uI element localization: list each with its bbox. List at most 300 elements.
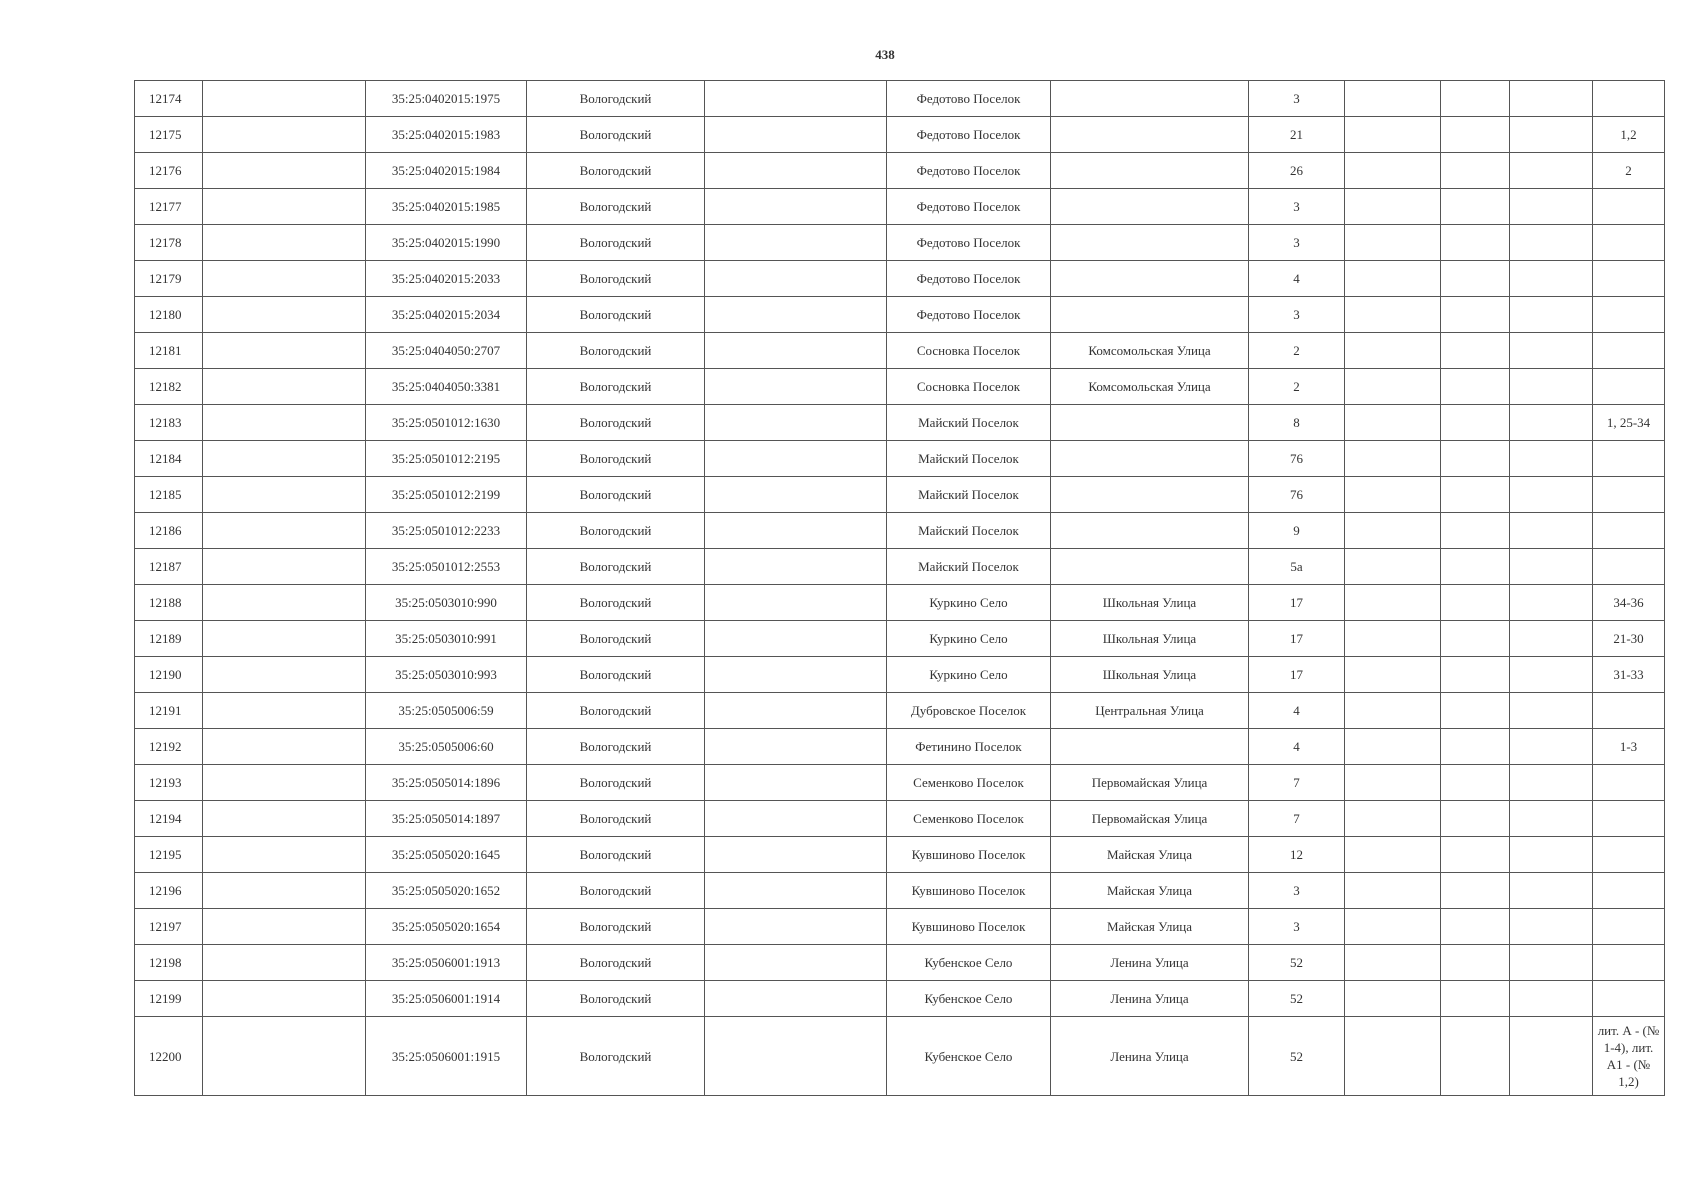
- cadastral-number-cell: 35:25:0402015:1985: [366, 189, 527, 225]
- blank-cell-3: [1345, 693, 1441, 729]
- blank-cell-4: [1441, 441, 1510, 477]
- settlement-cell: Федотово Поселок: [887, 81, 1051, 117]
- blank-cell-5: [1510, 225, 1593, 261]
- settlement-cell: Сосновка Поселок: [887, 333, 1051, 369]
- blank-cell-5: [1510, 441, 1593, 477]
- house-number-cell: 3: [1249, 225, 1345, 261]
- blank-cell-2: [705, 225, 887, 261]
- blank-cell-3: [1345, 405, 1441, 441]
- apartments-cell: [1593, 549, 1665, 585]
- street-cell: Комсомольская Улица: [1051, 333, 1249, 369]
- street-cell: [1051, 225, 1249, 261]
- blank-cell-2: [705, 1017, 887, 1096]
- blank-cell-4: [1441, 189, 1510, 225]
- blank-cell-3: [1345, 513, 1441, 549]
- blank-cell-4: [1441, 333, 1510, 369]
- table-row: [135, 585, 1665, 621]
- cadastral-number-cell: 35:25:0505014:1896: [366, 765, 527, 801]
- blank-cell-5: [1510, 153, 1593, 189]
- blank-cell-5: [1510, 981, 1593, 1017]
- settlement-cell: Майский Поселок: [887, 513, 1051, 549]
- apartments-cell: [1593, 441, 1665, 477]
- house-number-cell: 2: [1249, 369, 1345, 405]
- blank-cell-2: [705, 801, 887, 837]
- house-number-cell: 52: [1249, 945, 1345, 981]
- blank-cell-3: [1345, 945, 1441, 981]
- district-cell: Вологодский: [527, 189, 705, 225]
- row-number-cell: 12199: [135, 981, 203, 1017]
- row-number-cell: 12197: [135, 909, 203, 945]
- house-number-cell: 4: [1249, 261, 1345, 297]
- district-cell: Вологодский: [527, 225, 705, 261]
- house-number-cell: 3: [1249, 189, 1345, 225]
- cadastral-number-cell: 35:25:0505014:1897: [366, 801, 527, 837]
- blank-cell-5: [1510, 585, 1593, 621]
- blank-cell-1: [203, 81, 366, 117]
- district-cell: Вологодский: [527, 801, 705, 837]
- blank-cell-1: [203, 837, 366, 873]
- settlement-cell: Сосновка Поселок: [887, 369, 1051, 405]
- blank-cell-5: [1510, 693, 1593, 729]
- table-row: [135, 81, 1665, 117]
- blank-cell-5: [1510, 405, 1593, 441]
- blank-cell-2: [705, 837, 887, 873]
- table-row: [135, 621, 1665, 657]
- blank-cell-2: [705, 981, 887, 1017]
- blank-cell-2: [705, 585, 887, 621]
- street-cell: Центральная Улица: [1051, 693, 1249, 729]
- settlement-cell: Кувшиново Поселок: [887, 909, 1051, 945]
- blank-cell-1: [203, 333, 366, 369]
- blank-cell-2: [705, 261, 887, 297]
- cadastral-number-cell: 35:25:0505020:1652: [366, 873, 527, 909]
- apartments-cell: [1593, 945, 1665, 981]
- blank-cell-5: [1510, 621, 1593, 657]
- blank-cell-3: [1345, 225, 1441, 261]
- row-number-cell: 12182: [135, 369, 203, 405]
- row-number-cell: 12191: [135, 693, 203, 729]
- blank-cell-5: [1510, 333, 1593, 369]
- settlement-cell: Семенково Поселок: [887, 765, 1051, 801]
- blank-cell-5: [1510, 297, 1593, 333]
- house-number-cell: 17: [1249, 657, 1345, 693]
- settlement-cell: Федотово Поселок: [887, 189, 1051, 225]
- settlement-cell: Семенково Поселок: [887, 801, 1051, 837]
- table-row: [135, 549, 1665, 585]
- table-row: [135, 153, 1665, 189]
- row-number-cell: 12178: [135, 225, 203, 261]
- cadastral-number-cell: 35:25:0404050:3381: [366, 369, 527, 405]
- house-number-cell: 2: [1249, 333, 1345, 369]
- blank-cell-3: [1345, 441, 1441, 477]
- house-number-cell: 3: [1249, 81, 1345, 117]
- blank-cell-5: [1510, 117, 1593, 153]
- street-cell: Майская Улица: [1051, 909, 1249, 945]
- blank-cell-3: [1345, 657, 1441, 693]
- apartments-cell: [1593, 693, 1665, 729]
- district-cell: Вологодский: [527, 333, 705, 369]
- district-cell: Вологодский: [527, 981, 705, 1017]
- cadastral-number-cell: 35:25:0503010:990: [366, 585, 527, 621]
- settlement-cell: Куркино Село: [887, 621, 1051, 657]
- cadastral-number-cell: 35:25:0402015:1983: [366, 117, 527, 153]
- blank-cell-1: [203, 765, 366, 801]
- settlement-cell: Фетинино Поселок: [887, 729, 1051, 765]
- blank-cell-1: [203, 801, 366, 837]
- row-number-cell: 12180: [135, 297, 203, 333]
- blank-cell-3: [1345, 297, 1441, 333]
- house-number-cell: 7: [1249, 765, 1345, 801]
- district-cell: Вологодский: [527, 405, 705, 441]
- blank-cell-4: [1441, 549, 1510, 585]
- cadastral-number-cell: 35:25:0503010:991: [366, 621, 527, 657]
- blank-cell-2: [705, 189, 887, 225]
- blank-cell-5: [1510, 729, 1593, 765]
- blank-cell-2: [705, 477, 887, 513]
- apartments-cell: 2: [1593, 153, 1665, 189]
- apartments-cell: [1593, 873, 1665, 909]
- table-row: [135, 477, 1665, 513]
- blank-cell-2: [705, 297, 887, 333]
- house-number-cell: 7: [1249, 801, 1345, 837]
- house-number-cell: 4: [1249, 693, 1345, 729]
- blank-cell-2: [705, 369, 887, 405]
- apartments-cell: [1593, 225, 1665, 261]
- blank-cell-4: [1441, 477, 1510, 513]
- blank-cell-4: [1441, 657, 1510, 693]
- house-number-cell: 3: [1249, 909, 1345, 945]
- house-number-cell: 17: [1249, 585, 1345, 621]
- row-number-cell: 12185: [135, 477, 203, 513]
- settlement-cell: Майский Поселок: [887, 441, 1051, 477]
- settlement-cell: Кувшиново Поселок: [887, 837, 1051, 873]
- blank-cell-1: [203, 621, 366, 657]
- apartments-cell: [1593, 837, 1665, 873]
- cadastral-number-cell: 35:25:0505020:1654: [366, 909, 527, 945]
- table-body: [135, 81, 1665, 1096]
- blank-cell-3: [1345, 837, 1441, 873]
- blank-cell-2: [705, 405, 887, 441]
- street-cell: [1051, 297, 1249, 333]
- blank-cell-5: [1510, 189, 1593, 225]
- row-number-cell: 12192: [135, 729, 203, 765]
- blank-cell-5: [1510, 549, 1593, 585]
- blank-cell-3: [1345, 981, 1441, 1017]
- cadastral-number-cell: 35:25:0501012:2195: [366, 441, 527, 477]
- apartments-cell: [1593, 981, 1665, 1017]
- settlement-cell: Майский Поселок: [887, 405, 1051, 441]
- table-row: [135, 657, 1665, 693]
- street-cell: Первомайская Улица: [1051, 765, 1249, 801]
- apartments-cell: [1593, 369, 1665, 405]
- blank-cell-4: [1441, 405, 1510, 441]
- row-number-cell: 12181: [135, 333, 203, 369]
- blank-cell-1: [203, 909, 366, 945]
- blank-cell-3: [1345, 909, 1441, 945]
- district-cell: Вологодский: [527, 945, 705, 981]
- blank-cell-1: [203, 873, 366, 909]
- apartments-cell: 1-3: [1593, 729, 1665, 765]
- blank-cell-4: [1441, 117, 1510, 153]
- district-cell: Вологодский: [527, 153, 705, 189]
- settlement-cell: Федотово Поселок: [887, 117, 1051, 153]
- apartments-cell: [1593, 765, 1665, 801]
- table-row: [135, 801, 1665, 837]
- settlement-cell: Федотово Поселок: [887, 261, 1051, 297]
- blank-cell-4: [1441, 369, 1510, 405]
- district-cell: Вологодский: [527, 837, 705, 873]
- row-number-cell: 12193: [135, 765, 203, 801]
- row-number-cell: 12187: [135, 549, 203, 585]
- district-cell: Вологодский: [527, 909, 705, 945]
- blank-cell-1: [203, 981, 366, 1017]
- blank-cell-2: [705, 513, 887, 549]
- blank-cell-4: [1441, 261, 1510, 297]
- blank-cell-1: [203, 513, 366, 549]
- cadastral-number-cell: 35:25:0506001:1915: [366, 1017, 527, 1096]
- blank-cell-1: [203, 225, 366, 261]
- house-number-cell: 9: [1249, 513, 1345, 549]
- blank-cell-3: [1345, 621, 1441, 657]
- blank-cell-5: [1510, 837, 1593, 873]
- table-row: [135, 693, 1665, 729]
- house-number-cell: 21: [1249, 117, 1345, 153]
- blank-cell-5: [1510, 1017, 1593, 1096]
- house-number-cell: 12: [1249, 837, 1345, 873]
- house-number-cell: 26: [1249, 153, 1345, 189]
- table-row: [135, 945, 1665, 981]
- table-row: [135, 225, 1665, 261]
- cadastral-number-cell: 35:25:0402015:2033: [366, 261, 527, 297]
- table-row: [135, 261, 1665, 297]
- row-number-cell: 12196: [135, 873, 203, 909]
- district-cell: Вологодский: [527, 549, 705, 585]
- row-number-cell: 12179: [135, 261, 203, 297]
- blank-cell-1: [203, 657, 366, 693]
- district-cell: Вологодский: [527, 693, 705, 729]
- house-number-cell: 76: [1249, 441, 1345, 477]
- apartments-cell: [1593, 909, 1665, 945]
- house-number-cell: 3: [1249, 297, 1345, 333]
- blank-cell-1: [203, 261, 366, 297]
- street-cell: [1051, 117, 1249, 153]
- street-cell: [1051, 441, 1249, 477]
- district-cell: Вологодский: [527, 621, 705, 657]
- settlement-cell: Федотово Поселок: [887, 225, 1051, 261]
- table-row: [135, 189, 1665, 225]
- apartments-cell: [1593, 801, 1665, 837]
- blank-cell-4: [1441, 585, 1510, 621]
- blank-cell-3: [1345, 1017, 1441, 1096]
- blank-cell-2: [705, 945, 887, 981]
- cadastral-number-cell: 35:25:0505020:1645: [366, 837, 527, 873]
- street-cell: Школьная Улица: [1051, 585, 1249, 621]
- district-cell: Вологодский: [527, 1017, 705, 1096]
- table-row: [135, 513, 1665, 549]
- blank-cell-2: [705, 765, 887, 801]
- blank-cell-4: [1441, 693, 1510, 729]
- district-cell: Вологодский: [527, 585, 705, 621]
- district-cell: Вологодский: [527, 117, 705, 153]
- cadastral-number-cell: 35:25:0402015:1990: [366, 225, 527, 261]
- row-number-cell: 12176: [135, 153, 203, 189]
- settlement-cell: Майский Поселок: [887, 549, 1051, 585]
- blank-cell-2: [705, 873, 887, 909]
- blank-cell-5: [1510, 765, 1593, 801]
- blank-cell-4: [1441, 801, 1510, 837]
- blank-cell-1: [203, 369, 366, 405]
- blank-cell-1: [203, 477, 366, 513]
- district-cell: Вологодский: [527, 657, 705, 693]
- table-row: [135, 1017, 1665, 1096]
- blank-cell-2: [705, 909, 887, 945]
- district-cell: Вологодский: [527, 729, 705, 765]
- house-number-cell: 5а: [1249, 549, 1345, 585]
- street-cell: Школьная Улица: [1051, 621, 1249, 657]
- district-cell: Вологодский: [527, 261, 705, 297]
- blank-cell-5: [1510, 873, 1593, 909]
- blank-cell-4: [1441, 765, 1510, 801]
- blank-cell-3: [1345, 801, 1441, 837]
- apartments-cell: 21-30: [1593, 621, 1665, 657]
- blank-cell-1: [203, 441, 366, 477]
- blank-cell-5: [1510, 945, 1593, 981]
- street-cell: Школьная Улица: [1051, 657, 1249, 693]
- blank-cell-3: [1345, 81, 1441, 117]
- table-row: [135, 117, 1665, 153]
- settlement-cell: Кубенское Село: [887, 981, 1051, 1017]
- street-cell: Ленина Улица: [1051, 981, 1249, 1017]
- settlement-cell: Дубровское Поселок: [887, 693, 1051, 729]
- blank-cell-3: [1345, 117, 1441, 153]
- blank-cell-3: [1345, 333, 1441, 369]
- cadastral-number-cell: 35:25:0501012:2199: [366, 477, 527, 513]
- blank-cell-5: [1510, 513, 1593, 549]
- blank-cell-1: [203, 297, 366, 333]
- row-number-cell: 12195: [135, 837, 203, 873]
- blank-cell-3: [1345, 189, 1441, 225]
- blank-cell-2: [705, 333, 887, 369]
- table-row: [135, 837, 1665, 873]
- apartments-cell: 31-33: [1593, 657, 1665, 693]
- cadastral-number-cell: 35:25:0506001:1914: [366, 981, 527, 1017]
- blank-cell-1: [203, 729, 366, 765]
- row-number-cell: 12177: [135, 189, 203, 225]
- row-number-cell: 12188: [135, 585, 203, 621]
- table-row: [135, 333, 1665, 369]
- registry-table: [134, 80, 1665, 1096]
- street-cell: [1051, 477, 1249, 513]
- blank-cell-5: [1510, 801, 1593, 837]
- table-row: [135, 369, 1665, 405]
- blank-cell-3: [1345, 873, 1441, 909]
- house-number-cell: 52: [1249, 981, 1345, 1017]
- blank-cell-3: [1345, 729, 1441, 765]
- apartments-cell: [1593, 261, 1665, 297]
- settlement-cell: Куркино Село: [887, 585, 1051, 621]
- blank-cell-5: [1510, 657, 1593, 693]
- row-number-cell: 12175: [135, 117, 203, 153]
- blank-cell-3: [1345, 585, 1441, 621]
- table-row: [135, 765, 1665, 801]
- apartments-cell: [1593, 513, 1665, 549]
- apartments-cell: [1593, 297, 1665, 333]
- blank-cell-5: [1510, 477, 1593, 513]
- cadastral-number-cell: 35:25:0402015:1984: [366, 153, 527, 189]
- blank-cell-1: [203, 693, 366, 729]
- cadastral-number-cell: 35:25:0402015:1975: [366, 81, 527, 117]
- district-cell: Вологодский: [527, 765, 705, 801]
- blank-cell-4: [1441, 729, 1510, 765]
- apartments-cell: 1,2: [1593, 117, 1665, 153]
- apartments-cell: 1, 25-34: [1593, 405, 1665, 441]
- house-number-cell: 3: [1249, 873, 1345, 909]
- blank-cell-4: [1441, 1017, 1510, 1096]
- blank-cell-4: [1441, 513, 1510, 549]
- district-cell: Вологодский: [527, 369, 705, 405]
- blank-cell-2: [705, 153, 887, 189]
- street-cell: Первомайская Улица: [1051, 801, 1249, 837]
- row-number-cell: 12189: [135, 621, 203, 657]
- cadastral-number-cell: 35:25:0503010:993: [366, 657, 527, 693]
- blank-cell-4: [1441, 873, 1510, 909]
- blank-cell-3: [1345, 549, 1441, 585]
- street-cell: [1051, 81, 1249, 117]
- district-cell: Вологодский: [527, 513, 705, 549]
- table-row: [135, 729, 1665, 765]
- blank-cell-4: [1441, 297, 1510, 333]
- district-cell: Вологодский: [527, 873, 705, 909]
- blank-cell-4: [1441, 621, 1510, 657]
- apartments-cell: [1593, 477, 1665, 513]
- blank-cell-2: [705, 657, 887, 693]
- table-row: [135, 873, 1665, 909]
- house-number-cell: 8: [1249, 405, 1345, 441]
- street-cell: [1051, 189, 1249, 225]
- apartments-cell: [1593, 189, 1665, 225]
- blank-cell-4: [1441, 225, 1510, 261]
- blank-cell-3: [1345, 765, 1441, 801]
- table-row: [135, 981, 1665, 1017]
- blank-cell-2: [705, 729, 887, 765]
- table-row: [135, 909, 1665, 945]
- blank-cell-4: [1441, 981, 1510, 1017]
- blank-cell-3: [1345, 369, 1441, 405]
- settlement-cell: Куркино Село: [887, 657, 1051, 693]
- blank-cell-5: [1510, 369, 1593, 405]
- house-number-cell: 17: [1249, 621, 1345, 657]
- blank-cell-5: [1510, 81, 1593, 117]
- apartments-cell: [1593, 333, 1665, 369]
- blank-cell-4: [1441, 837, 1510, 873]
- row-number-cell: 12194: [135, 801, 203, 837]
- row-number-cell: 12198: [135, 945, 203, 981]
- row-number-cell: 12184: [135, 441, 203, 477]
- street-cell: Майская Улица: [1051, 837, 1249, 873]
- district-cell: Вологодский: [527, 477, 705, 513]
- blank-cell-4: [1441, 909, 1510, 945]
- blank-cell-2: [705, 621, 887, 657]
- blank-cell-1: [203, 189, 366, 225]
- apartments-cell: лит. А - (№ 1-4), лит. А1 - (№ 1,2): [1593, 1017, 1665, 1096]
- street-cell: [1051, 153, 1249, 189]
- blank-cell-5: [1510, 261, 1593, 297]
- street-cell: [1051, 261, 1249, 297]
- apartments-cell: [1593, 81, 1665, 117]
- street-cell: Майская Улица: [1051, 873, 1249, 909]
- district-cell: Вологодский: [527, 297, 705, 333]
- street-cell: Ленина Улица: [1051, 945, 1249, 981]
